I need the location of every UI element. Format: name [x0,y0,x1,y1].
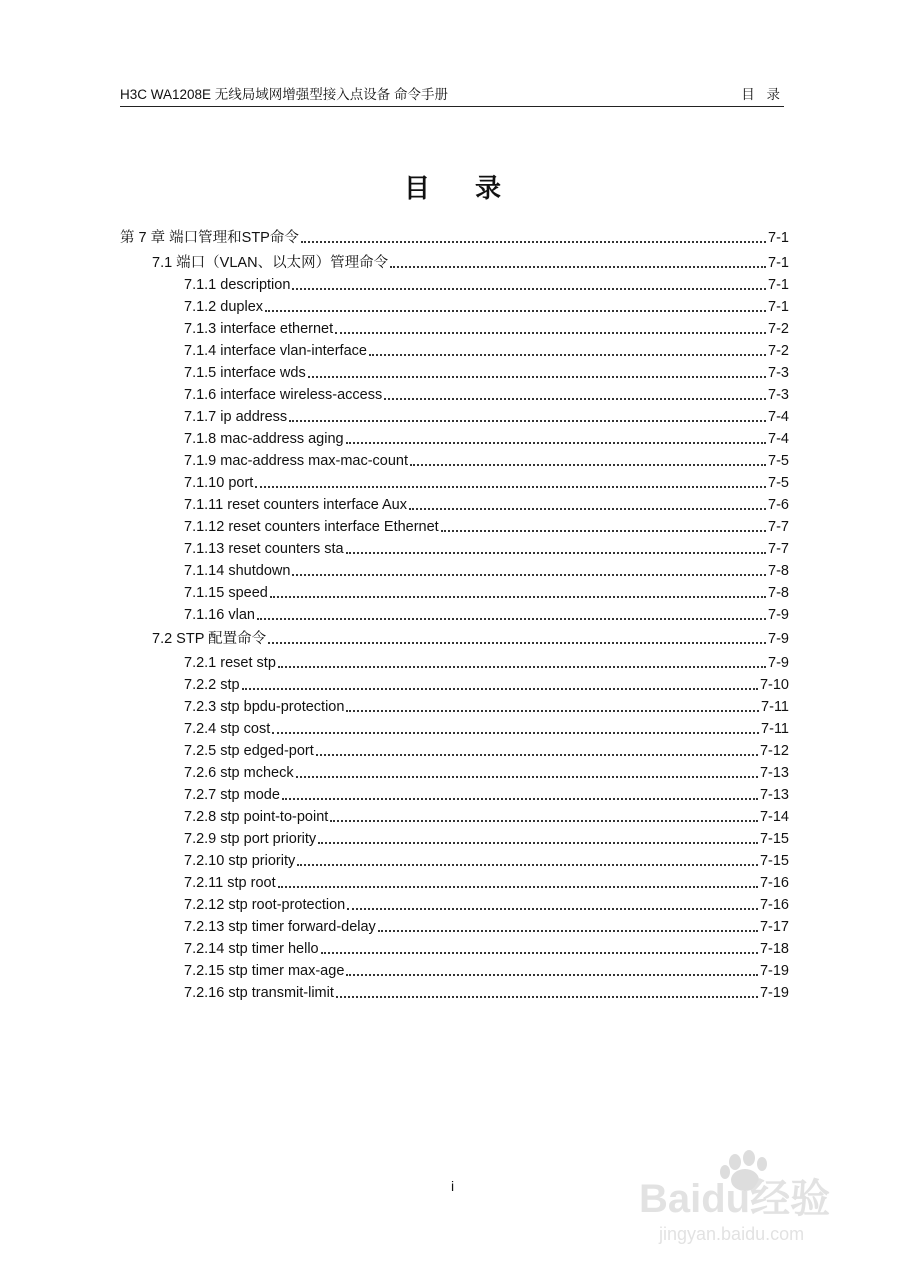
toc-entry-page: 7-13 [759,765,789,781]
toc-entry-title: 7.2.14 stp timer hello [184,941,319,957]
toc-entry[interactable] [184,983,789,1003]
toc-entry-page: 7-10 [759,677,789,693]
toc-entry-page: 7-2 [768,321,789,337]
toc-entry[interactable] [184,429,789,449]
toc-entry-page: 7-1 [768,230,789,246]
toc-entry-page: 7-2 [768,343,789,359]
toc-entry-page: 7-15 [759,853,789,869]
toc-entry-page: 7-4 [768,431,789,447]
toc-entry-page: 7-8 [768,563,789,579]
toc-entry[interactable] [184,653,789,673]
toc-entry-title: 7.2.16 stp transmit-limit [184,985,334,1001]
toc-entry[interactable] [184,785,789,805]
toc-entry[interactable] [184,719,789,739]
toc-entry[interactable] [184,583,789,603]
toc-entry-page: 7-6 [768,497,789,513]
toc-leader-dots [270,596,766,598]
toc-leader-dots [347,908,758,910]
toc-leader-dots [346,552,766,554]
toc-leader-dots [282,798,758,800]
toc-entry-title: 7.2.15 stp timer max-age [184,963,345,979]
toc-entry-title: 7.2 STP 配置命令 [152,631,267,647]
toc-entry[interactable] [184,275,789,295]
toc-leader-dots [296,776,758,778]
toc-leader-dots [321,952,758,954]
toc-entry-title: 7.2.3 stp bpdu-protection [184,699,345,715]
toc-entry-page: 7-9 [768,655,789,671]
toc-entry-title: 7.1.12 reset counters interface Ethernet [184,519,439,535]
toc-entry-page: 7-9 [768,631,789,647]
toc-entry-title: 7.2.8 stp point-to-point [184,809,329,825]
toc-entry[interactable] [184,917,789,937]
toc-entry-title: 7.1.8 mac-address aging [184,431,344,447]
toc-entry[interactable] [184,697,789,717]
toc-entry[interactable] [184,763,789,783]
toc-entry[interactable] [184,385,789,405]
toc-leader-dots [292,574,766,576]
header-title: H3C WA1208E 无线局域网增强型接入点设备 命令手册 [120,87,449,102]
toc-entry-page: 7-4 [768,409,789,425]
toc-entry-page: 7-12 [759,743,789,759]
toc-leader-dots [318,842,758,844]
toc-leader-dots [410,464,766,466]
toc-entry-page: 7-3 [768,387,789,403]
toc-entry[interactable] [184,895,789,915]
svg-text:jingyan.baidu.com: jingyan.baidu.com [659,1224,805,1244]
toc-entry-title: 7.1.9 mac-address max-mac-count [184,453,409,469]
toc-entry[interactable] [184,297,789,317]
toc-leader-dots [409,508,766,510]
toc-leader-dots [278,666,766,668]
toc-leader-dots [292,288,766,290]
toc-entry-page: 7-7 [768,541,789,557]
toc-entry-title: 7.1.1 description [184,277,291,293]
toc-entry[interactable] [184,561,789,581]
toc-entry-page: 7-11 [761,721,789,737]
toc-leader-dots [336,996,758,998]
toc-entry-page: 7-3 [768,365,789,381]
toc-entry[interactable] [184,939,789,959]
toc-entry-title: 7.1.13 reset counters sta [184,541,344,557]
toc-entry-page: 7-16 [759,875,789,891]
toc-entry[interactable] [184,473,789,493]
toc-entry-title: 7.1 端口（VLAN、以太网）管理命令 [152,255,389,271]
toc-entry-title: 7.2.7 stp mode [184,787,280,803]
toc-leader-dots [335,332,766,334]
toc-entry[interactable] [184,517,789,537]
toc-entry-title: 7.1.10 port [184,475,254,491]
toc-entry-title: 7.2.1 reset stp [184,655,276,671]
toc-leader-dots [268,642,766,644]
toc-entry-title: 7.1.5 interface wds [184,365,306,381]
toc-entry[interactable] [184,495,789,515]
toc-leader-dots [297,864,758,866]
toc-leader-dots [278,886,758,888]
toc-entry-page: 7-9 [768,607,789,623]
toc-leader-dots [441,530,766,532]
svg-text:Baidu经验: Baidu经验 [639,1177,831,1221]
toc-entry-title: 7.2.11 stp root [184,875,276,891]
toc-entry-title: 7.1.11 reset counters interface Aux [184,497,408,513]
toc-leader-dots [330,820,758,822]
toc-entry-page: 7-19 [759,963,789,979]
toc-entry[interactable] [152,629,789,649]
toc-entry-page: 7-5 [768,475,789,491]
toc-entry-page: 7-8 [768,585,789,601]
toc-entry[interactable] [184,407,789,427]
toc-entry[interactable] [184,961,789,981]
toc-entry-title: 第 7 章 端口管理和STP命令 [120,230,299,246]
toc-leader-dots [346,974,758,976]
toc-entry[interactable] [184,319,789,339]
toc-leader-dots [272,732,759,734]
toc-leader-dots [346,710,759,712]
toc-entry[interactable] [184,851,789,871]
toc-entry[interactable] [184,451,789,471]
toc-entry-page: 7-7 [768,519,789,535]
toc-entry[interactable] [184,873,789,893]
toc-leader-dots [265,310,766,312]
toc-entry-title: 7.2.13 stp timer forward-delay [184,919,376,935]
toc-entry-title: 7.1.7 ip address [184,409,288,425]
toc-entry-page: 7-13 [759,787,789,803]
toc-entry-page: 7-18 [759,941,789,957]
toc-entry-title: 7.1.3 interface ethernet [184,321,334,337]
toc-leader-dots [369,354,766,356]
toc-entry-page: 7-1 [768,299,789,315]
toc-entry[interactable] [184,741,789,761]
toc-entry-title: 7.1.16 vlan [184,607,255,623]
toc-entry-title: 7.1.4 interface vlan-interface [184,343,367,359]
toc-entry-page: 7-5 [768,453,789,469]
toc-entry-title: 7.2.4 stp cost [184,721,271,737]
page-header [120,86,784,107]
header-section: 目 录 [741,87,784,102]
toc-entry-title: 7.1.15 speed [184,585,268,601]
page-title: 目 录 [403,174,520,204]
toc-entry-title: 7.2.6 stp mcheck [184,765,294,781]
toc-entry-page: 7-1 [768,277,789,293]
toc-entry-title: 7.1.14 shutdown [184,563,291,579]
baidu-jingyan-watermark [637,1150,847,1245]
toc-entry[interactable] [184,363,789,383]
toc-leader-dots [378,930,758,932]
toc-entry-title: 7.2.12 stp root-protection [184,897,346,913]
toc-entry[interactable] [184,829,789,849]
toc-entry-page: 7-1 [768,255,789,271]
toc-leader-dots [346,442,766,444]
toc-leader-dots [390,266,766,268]
toc-entry[interactable] [184,675,789,695]
toc-entry[interactable] [184,539,789,559]
toc-leader-dots [308,376,766,378]
toc-leader-dots [289,420,766,422]
page-number: i [450,1178,455,1194]
toc-leader-dots [316,754,758,756]
toc-entry[interactable] [184,341,789,361]
toc-leader-dots [242,688,758,690]
toc-entry-page: 7-17 [759,919,789,935]
toc-entry[interactable] [120,228,789,248]
toc-entry-page: 7-19 [759,985,789,1001]
toc-entry-title: 7.1.2 duplex [184,299,264,315]
toc-entry-title: 7.1.6 interface wireless-access [184,387,383,403]
toc-leader-dots [255,486,766,488]
toc-entry-page: 7-14 [759,809,789,825]
toc-entry-title: 7.2.2 stp [184,677,240,693]
toc-entry-title: 7.2.9 stp port priority [184,831,317,847]
toc-entry-title: 7.2.10 stp priority [184,853,296,869]
toc-entry-page: 7-16 [759,897,789,913]
toc-entry[interactable] [184,807,789,827]
toc-entry-page: 7-11 [761,699,789,715]
toc-leader-dots [257,618,766,620]
toc-entry[interactable] [184,605,789,625]
toc-leader-dots [384,398,766,400]
toc-entry-title: 7.2.5 stp edged-port [184,743,314,759]
toc-leader-dots [301,241,766,243]
toc-entry-page: 7-15 [759,831,789,847]
toc-entry[interactable] [152,253,789,273]
